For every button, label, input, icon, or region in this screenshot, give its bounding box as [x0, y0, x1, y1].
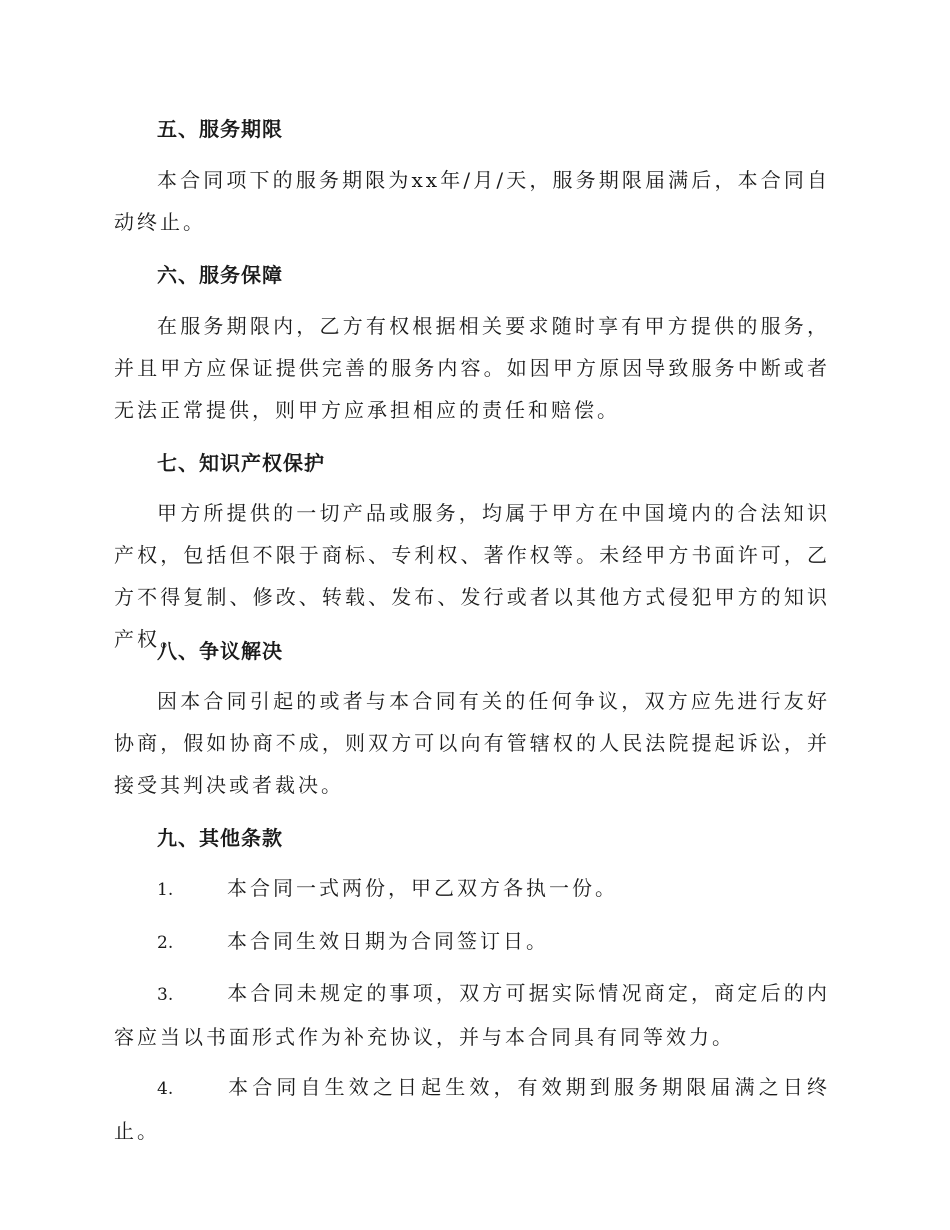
paragraph-dispute-resolution: 因本合同引起的或者与本合同有关的任何争议，双方应先进行友好协商，假如协商不成，则双方可以向有管辖权的人民法院提起诉讼，并接受其判决或者裁决。 — [114, 689, 830, 797]
paragraph-service-guarantee: 在服务期限内，乙方有权根据相关要求随时享有甲方提供的服务，并且甲方应保证提供完善的服务内容。如因甲方原因导致服务中断或者无法正常提供，则甲方应承担相应的责任和赔偿。 — [114, 314, 830, 422]
list-item-text: 本合同生效日期为合同签订日。 — [227, 929, 549, 953]
list-item-text: 本合同一式两份，甲乙双方各执一份。 — [227, 876, 618, 900]
paragraph-ip-protection: 甲方所提供的一切产品或服务，均属于甲方在中国境内的合法知识产权，包括但不限于商标、专利权、著作权等。未经甲方书面许可，乙方不得复制、修改、转载、发布、发行或者以其他方式侵犯甲方的知识产权。 — [114, 501, 830, 651]
list-item-number: 2. — [157, 933, 174, 953]
list-item-number: 1. — [157, 880, 174, 900]
list-item — [114, 1066, 830, 1152]
list-item-number: 4. — [157, 1079, 174, 1099]
section-heading-dispute-resolution: 八、争议解决 — [157, 639, 283, 663]
list-item — [114, 920, 830, 964]
list-item-text: 本合同未规定的事项，双方可据实际情况商定，商定后的内容应当以书面形式作为补充协议，并与本合同具有同等效力。 — [114, 981, 830, 1049]
list-item-text: 本合同自生效之日起生效，有效期到服务期限届满之日终止。 — [114, 1075, 830, 1143]
section-heading-service-guarantee: 六、服务保障 — [157, 263, 283, 287]
list-item — [114, 972, 830, 1058]
section-heading-ip-protection: 七、知识产权保护 — [157, 451, 325, 475]
list-item — [114, 867, 830, 911]
section-heading-service-term: 五、服务期限 — [157, 117, 283, 141]
paragraph-service-term: 本合同项下的服务期限为xx年/月/天，服务期限届满后，本合同自动终止。 — [114, 168, 830, 234]
list-item-number: 3. — [157, 985, 174, 1005]
section-heading-other-terms: 九、其他条款 — [157, 826, 283, 850]
